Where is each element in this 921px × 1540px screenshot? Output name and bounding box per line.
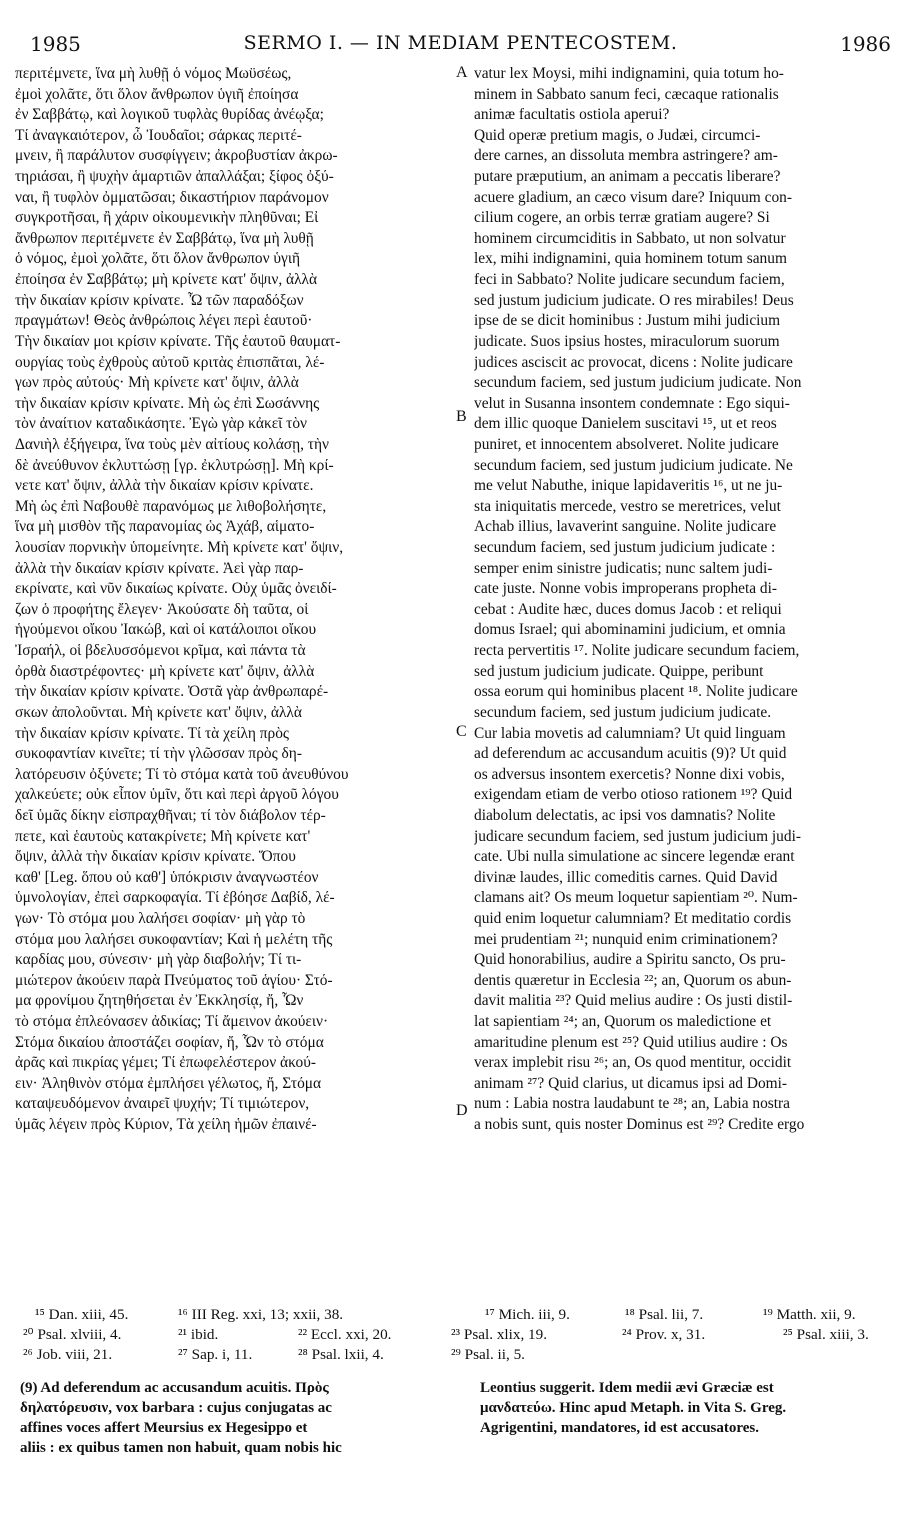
greek-text-line: ἐμοὶ χολᾶτε, ὅτι ὅλον ἄνθρωπον ὑγιῆ ἐποίησα: [15, 85, 299, 103]
greek-text-line: ὑμᾶς λέγειν πρὸς Κύριον, Τὰ χείλη ἡμῶν ἐπαινέ-: [15, 1116, 317, 1134]
running-title: SERMO I. — IN MEDIAM PENTECOSTEM.: [243, 32, 678, 54]
greek-text-line: ειν· Ἀληθινὸν στόμα ἐμπλήσει γέλωτος, ἤ, Στόμα: [15, 1074, 322, 1092]
latin-text-line: dere carnes, an dissoluta membra astringere? am-: [474, 147, 778, 165]
latin-text-line: recta pervertitis ¹⁷. Nolite judicare secundum faciem,: [474, 642, 800, 660]
latin-text-line: cilium cogere, an orbis terræ gratiam augere? Si: [474, 209, 770, 227]
footnote-ref: ¹⁹ Matth. xii, 9.: [763, 1306, 856, 1323]
greek-text-line: καθ' [Leg. ὅπου οὐ καθ'] ὑπόκρισιν ἀναγνωστέον: [15, 868, 319, 886]
latin-text-line: cate juste. Nonne vobis improperans propheta di-: [474, 580, 778, 598]
greek-text-line: τὸν ἀναίτιον καταδικάσητε. Ἐγὼ γὰρ κἀκεῖ τὸν: [15, 415, 307, 433]
greek-text-line: ναι, ἢ τυφλὸν ὀμματῶσαι; δικαστήριον παράνομον: [15, 188, 329, 206]
footnote-ref: ¹⁶ III Reg. xxi, 13; xxii, 38.: [178, 1306, 344, 1323]
greek-text-line: σκων ἀπολοῦνται. Μὴ κρίνετε κατ' ὄψιν, ἀλλὰ: [15, 703, 302, 721]
latin-text-line: sta iniquitatis mercede, vestro se meretrices, velut: [474, 497, 781, 515]
latin-text-line: lex, mihi indignamini, quia hominem totum sanum: [474, 250, 787, 268]
greek-text-line: Ἰσραήλ, οἱ βδελυσσόμενοι κρῖμα, καὶ πάντα τὰ: [15, 642, 306, 660]
latin-text-line: animæ facultatis ostiola aperui?: [474, 106, 670, 124]
latin-text-line: cebat : Audite hæc, duces domus Jacob : et reliqui: [474, 600, 782, 618]
footnote-references: [15, 1305, 905, 1365]
greek-text-line: Τί ἀναγκαιότερον, ὦ Ἰουδαῖοι; σάρκας περιτέ-: [15, 126, 302, 144]
greek-text-line: τὴν δικαίαν κρίσιν κρίνατε. Ὦ τῶν παραδόξων: [15, 291, 304, 309]
latin-text-line: domus Israel; qui abominamini judicium, et omnia: [474, 621, 786, 639]
editor-note-left: [20, 1378, 460, 1458]
greek-text-line: ἐν Σαββάτῳ, καὶ λογικοῦ τυφλὰς θυρίδας ἀνέῳξα;: [15, 106, 324, 124]
greek-text-line: λουσίαν πορνικὴν ὑπομείνητε. Μὴ κρίνετε κατ' ὄψιν,: [15, 539, 344, 557]
latin-text-line: putare præputium, an animam a peccatis liberare?: [474, 168, 781, 186]
footnote-row: [15, 1345, 905, 1365]
greek-text-line: ἵνα μὴ μισθὸν τῆς παρανομίας ὡς Ἀχάβ, αἱματο-: [15, 518, 315, 536]
footnote-ref: ²³ Psal. xlix, 19.: [451, 1326, 548, 1343]
note-line: δηλατόρευσιν, vox barbara : cujus conjugatas ac: [20, 1400, 332, 1416]
greek-text-line: τηριάσαι, ἢ ψυχὴν ἁμαρτιῶν ἀπαλλάξαι; ξίφος ὀξύ-: [15, 168, 334, 186]
latin-text-line: dem illic quoque Danielem suscitavi ¹⁵, ut et reos: [474, 415, 777, 433]
footnote-ref: ¹⁷ Mich. iii, 9.: [485, 1306, 570, 1323]
greek-text-line: ἀρᾶς καὶ πικρίας γέμει; Τί ἐπωφελέστερον ἀκού-: [15, 1054, 316, 1072]
latin-text-line: ossa eorum qui hominibus placent ¹⁸. Nolite judicare: [474, 683, 798, 701]
greek-text-line: Τὴν δικαίαν μοι κρίσιν κρίνατε. Τῆς ἑαυτοῦ θαυματ-: [15, 332, 341, 350]
greek-text-line: καταψευδόμενον ἀναιρεῖ ψυχήν; Τί τιμιώτερον,: [15, 1095, 310, 1113]
footnote-row: [15, 1325, 905, 1345]
greek-text-line: ἄνθρωπον περιτέμνετε ἐν Σαββάτῳ, ἵνα μὴ λυθῇ: [15, 229, 314, 247]
editor-note-right: [480, 1378, 900, 1438]
greek-text-line: ἐποίησα ἐν Σαββάτῳ; μὴ κρίνετε κατ' ὄψιν, ἀλλὰ: [15, 271, 318, 289]
footnote-ref: ²¹ ibid.: [178, 1326, 219, 1343]
latin-text-line: puniret, et innocentem absolveret. Nolite judicare: [474, 435, 779, 453]
greek-text-line: Δανιὴλ ἐξήγειρα, ἵνα τοὺς μὲν αἰτίους κολάσῃ, τὴν: [15, 435, 330, 453]
greek-text-line: γων· Τὸ στόμα μου λαλήσει σοφίαν· μὴ γὰρ τὸ: [15, 909, 306, 927]
footnote-ref: ¹⁵ Dan. xiii, 45.: [35, 1306, 129, 1323]
latin-text-line: ipse de se dicit hominibus : Justum mihi judicium: [474, 312, 781, 330]
latin-text-line: velut in Susanna insontem condemnate : Ego siqui-: [474, 394, 790, 412]
latin-text-line: judicare secundum faciem, sed justum judicium judi-: [474, 827, 801, 845]
greek-text-line: πραγμάτων! Θεὸς ἀνθρώποις λέγει περὶ ἑαυτοῦ·: [15, 312, 313, 330]
latin-column: [474, 64, 902, 1136]
greek-text-line: συγκροτῆσαι, ἢ χάριν οἰκουμενικὴν πληθῦναι; Εἰ: [15, 209, 319, 227]
latin-text-line: num : Labia nostra laudabunt te ²⁸; an, Labia nostra: [474, 1095, 790, 1113]
greek-text-line: περιτέμνετε, ἵνα μὴ λυθῇ ὁ νόμος Μωϋσέως,: [15, 65, 292, 82]
latin-text-line: minem in Sabbato sanum feci, cæcaque rationalis: [474, 85, 779, 103]
note-line: μανδατεύω. Hinc apud Metaph. in Vita S. Greg.: [480, 1400, 787, 1416]
latin-text-line: feci in Sabbato? Nolite judicare secundum faciem,: [474, 271, 785, 289]
greek-text-line: νετε κατ' ὄψιν, ἀλλὰ τὴν δικαίαν κρίσιν κρίνατε.: [15, 477, 314, 495]
note-line: Leontius suggerit. Idem medii ævi Græciæ est: [480, 1380, 774, 1396]
latin-text-line: dentis quæretur in Ecclesia ²²; an, Quorum os abun-: [474, 971, 792, 989]
page-header: [0, 32, 921, 62]
latin-text-line: animam ²⁷? Quid clarius, ut dicamus ipsi ad Domi-: [474, 1074, 788, 1092]
latin-text-line: davit malitia ²³? Quid melius audire : Os justi distil-: [474, 992, 793, 1010]
footnote-ref: ²⁸ Psal. lxii, 4.: [298, 1346, 384, 1363]
page-number-right: 1986: [840, 32, 891, 56]
latin-text-line: secundum faciem, sed justum judicium judicate :: [474, 539, 776, 557]
footnote-ref: ²⁴ Prov. x, 31.: [622, 1326, 706, 1343]
section-marker-a: A: [456, 64, 468, 81]
greek-text-line: ἡγούμενοι οἴκου Ἰακώβ, καὶ οἱ κατάλοιποι οἴκου: [15, 621, 317, 639]
latin-text-line: os adversus insontem exercetis? Nonne dixi vobis,: [474, 765, 785, 783]
greek-text-line: εκρίνατε, καὶ νῦν δικαίως κρίνατε. Οὐχ ὑμᾶς ὀνειδί-: [15, 580, 337, 598]
latin-text-line: cate. Ubi nulla simulatione ac sincere legendæ erant: [474, 848, 795, 866]
note-line: Agrigentini, mandatores, id est accusatores.: [480, 1420, 760, 1436]
section-marker-b: B: [456, 408, 467, 425]
latin-text-line: judices asciscit ac provocat, dicens : Nolite judicare: [474, 353, 793, 371]
footnote-ref: ²⁵ Psal. xiii, 3.: [783, 1326, 869, 1343]
section-marker-c: C: [456, 723, 467, 740]
latin-text-line: Quid operæ pretium magis, o Judæi, circumci-: [474, 126, 761, 144]
greek-text-line: ουργίας τοὺς ἐχθροὺς αὐτοῦ κριτὰς ἐπισπᾶται, λέ-: [15, 353, 325, 371]
greek-text-line: Στόμα δικαίου ἀποστάζει σοφίαν, ἤ, Ὧν τὸ στόμα: [15, 1033, 324, 1051]
footnote-ref: ²⁶ Job. viii, 21.: [23, 1346, 113, 1363]
greek-text-line: τὴν δικαίαν κρίσιν κρίνατε. Μὴ ὡς ἐπὶ Σωσάννης: [15, 394, 320, 412]
page-number-left: 1985: [30, 32, 81, 56]
greek-text-line: ὄψιν, ἀλλὰ τὴν δικαίαν κρίσιν κρίνατε. Ὅπου: [15, 848, 296, 866]
greek-text-line: τὴν δικαίαν κρίσιν κρίνατε. Ὀστᾶ γὰρ ἀνθρωπαρέ-: [15, 683, 329, 701]
greek-text-line: πετε, καὶ ἑαυτοὺς κατακρίνετε; Μὴ κρίνετε κατ': [15, 827, 311, 845]
latin-text-line: sed justum judicium judicate. Quippe, peribunt: [474, 662, 764, 680]
latin-text-line: lat sapientiam ²⁴; an, Quorum os maledictione et: [474, 1013, 772, 1031]
latin-text-line: hominem circumciditis in Sabbato, ut non solvatur: [474, 229, 786, 247]
note-line: (9) Ad deferendum ac accusandum acuitis. Πρὸς: [20, 1380, 329, 1396]
greek-text-line: ὀρθὰ διαστρέφοντες· μὴ κρίνετε κατ' ὄψιν, ἀλλὰ: [15, 662, 315, 680]
latin-text-line: exigendam etiam de verbo otioso rationem ¹⁹? Quid: [474, 786, 793, 804]
greek-text-line: χαλκεύετε; οὐκ εἶπον ὑμῖν, ὅτι καὶ περὶ ἀργοῦ λόγου: [15, 786, 339, 804]
latin-text-line: Achab illius, lavaverint sanguine. Nolite judicare: [474, 518, 777, 536]
footnote-ref: ²⁰ Psal. xlviii, 4.: [23, 1326, 122, 1343]
greek-text-line: ζων ὁ προφήτης ἔλεγεν· Ἀκούσατε δὴ ταῦτα, οἱ: [15, 600, 309, 618]
greek-text-line: δεῖ ὑμᾶς δίκην εἰσπραχθῆναι; τί τὸν διάβολον τέρ-: [15, 806, 326, 824]
latin-text-line: semper enim sinistre judicatis; nunc saltem judi-: [474, 559, 773, 577]
latin-text-line: sed justum judicium judicate. O res mirabiles! Deus: [474, 291, 794, 309]
greek-text-line: συκοφαντίαν κινεῖτε; τί τὴν γλῶσσαν πρὸς δη-: [15, 745, 302, 763]
latin-text-line: Cur labia movetis ad calumniam? Ut quid linguam: [474, 724, 786, 742]
greek-text-line: μιώτερον ἀκούειν παρὰ Πνεύματος τοῦ ἁγίου· Στό-: [15, 971, 333, 989]
section-marker-d: D: [456, 1102, 468, 1119]
latin-text-line: Quid honorabilius, audire a Spiritu sancto, Os pru-: [474, 951, 786, 969]
latin-text-line: a nobis sunt, quis noster Dominus est ²⁹? Credite ergo: [474, 1116, 805, 1134]
latin-text-line: secundum faciem, sed justum judicium judicate. Non: [474, 374, 802, 392]
footnote-ref: ²² Eccl. xxi, 20.: [298, 1326, 392, 1343]
greek-text-line: μνειν, ἢ παράλυτον συσφίγγειν; ἀκροβυστίαν ἀκρω-: [15, 147, 338, 165]
greek-text-line: δὲ ἀνεύθυνον ἐκλυττώσῃ [γρ. ἐκλυτρώσῃ]. Μὴ κρί-: [15, 456, 334, 474]
greek-column: [15, 64, 470, 1136]
note-line: aliis : ex quibus tamen non habuit, quam nobis hic: [20, 1440, 342, 1456]
latin-text-line: mei prudentiam ²¹; nunquid enim criminationem?: [474, 930, 778, 948]
note-line: affines voces affert Meursius ex Hegesippo et: [20, 1420, 308, 1436]
greek-text-line: ἀλλὰ τὴν δικαίαν κρίσιν κρίνατε. Ἀεὶ γὰρ παρ-: [15, 559, 304, 577]
greek-text-line: ὑμνολογίαν, ἐπεὶ σαρκοφαγία. Τί ἐβόησε Δαβίδ, λέ-: [15, 889, 335, 907]
latin-text-line: vatur lex Moysi, mihi indignamini, quia totum ho-: [474, 65, 784, 82]
latin-text-line: me velut Nabuthe, inique lapidaveritis ¹⁶, ut ne ju-: [474, 477, 783, 495]
greek-text-line: τὴν δικαίαν κρίσιν κρίνατε. Τί τὰ χείλη πρὸς: [15, 724, 289, 742]
greek-text-line: στόμα μου λαλήσει συκοφαντίαν; Καὶ ἡ μελέτη τῆς: [15, 930, 333, 948]
latin-text-line: quid enim loquetur calumniam? Et meditatio cordis: [474, 909, 792, 927]
footnote-ref: ²⁹ Psal. ii, 5.: [451, 1346, 525, 1363]
greek-text-line: λατόρευσιν ὀξύνετε; Τί τὸ στόμα κατὰ τοῦ ἀνευθύνου: [15, 765, 349, 783]
latin-text-line: diabolum delectatis, ac ipsi vos damnatis? Nolite: [474, 806, 776, 824]
footnote-ref: ¹⁸ Psal. lii, 7.: [625, 1306, 704, 1323]
latin-text-line: judicate. Suos ipsius hostes, miraculorum suorum: [474, 332, 780, 350]
greek-text-line: ὁ νόμος, ἐμοὶ χολᾶτε, ὅτι ὅλον ἄνθρωπον ὑγιῆ: [15, 250, 301, 268]
greek-text-line: γων πρὸς αὐτούς· Μὴ κρίνετε κατ' ὄψιν, ἀλλὰ: [15, 374, 299, 392]
greek-text-line: Μὴ ὡς ἐπὶ Ναβουθὲ παρανόμως με λιθοβολήσητε,: [15, 497, 327, 515]
latin-text-line: acuere gladium, an cæco visum dare? Iniquum con-: [474, 188, 792, 206]
footnote-ref: ²⁷ Sap. i, 11.: [178, 1346, 253, 1363]
latin-text-line: ad deferendum ac accusandum acuitis (9)? Ut quid: [474, 745, 787, 763]
greek-text-line: τὸ στόμα ἐπλεόνασεν ἀδικίας; Τί ἄμεινον ἀκούειν·: [15, 1013, 329, 1031]
latin-text-line: verax implebit risu ²⁶; an, Os quod mentitur, occidit: [474, 1054, 792, 1072]
footnote-row: [15, 1305, 905, 1325]
latin-text-line: secundum faciem, sed justum judicium judicate.: [474, 703, 772, 721]
latin-text-line: clamans ait? Os meum loquetur sapientiam ²⁰. Num-: [474, 889, 798, 907]
latin-text-line: amaritudine plenum est ²⁵? Quid utilius audire : Os: [474, 1033, 788, 1051]
latin-text-line: divinæ laudes, illic comeditis carnes. Quid David: [474, 868, 778, 886]
latin-text-line: secundum faciem, sed justum judicium judicate. Ne: [474, 456, 793, 474]
greek-text-line: καρδίας μου, σύνεσιν· μὴ γὰρ διαβολήν; Τί τι-: [15, 951, 302, 969]
greek-text-line: μα φρονίμου ζητηθήσεται ἐν Ἐκκλησίᾳ, ἤ, Ὧν: [15, 992, 304, 1010]
